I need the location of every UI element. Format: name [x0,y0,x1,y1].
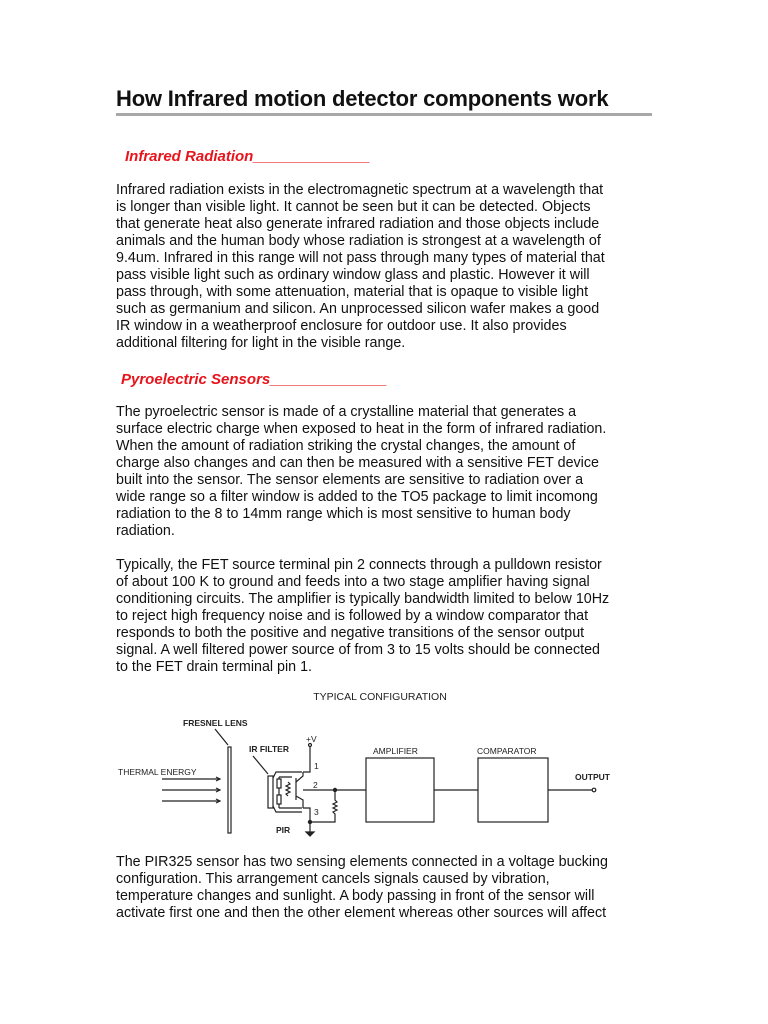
text-line: of about 100 K to ground and feeds into a two stage amplifier having signal [116,574,590,590]
heading-pyroelectric-sensors: Pyroelectric Sensors______________ [121,371,388,388]
fresnel-lens [228,747,231,833]
text-line: When the amount of radiation striking the crystal changes, the amount of [116,438,576,454]
text-line: Typically, the FET source terminal pin 2 connects through a pulldown resistor [116,557,602,573]
text-line: to reject high frequency noise and is followed by a window comparator that [116,608,589,624]
pin-2-label: 2 [313,780,318,790]
diagram-title: TYPICAL CONFIGURATION [313,691,447,703]
text-line: wide range so a filter window is added to the TO5 package to limit incomong [116,489,598,505]
text-line: pass through, with some attenuation, material that is opaque to visible light [116,284,589,300]
supply-label: +V [306,734,317,744]
pir-label: PIR [276,825,291,835]
text-line: IR window in a weatherproof enclosure for outdoor use. It also provides [116,318,567,334]
paragraph-pyroelectric-3 [116,854,608,922]
text-line: Infrared radiation exists in the electromagnetic spectrum at a wavelength that [116,182,604,198]
text-line: activate first one and then the other element whereas other sources will affect [116,905,607,921]
text-line: animals and the human body whose radiation is strongest at a wavelength of [116,233,601,249]
text-line: surface electric charge when exposed to heat in the form of infrared radiation. [116,421,607,437]
amplifier-label: AMPLIFIER [373,746,418,756]
pir-sensor [268,772,303,812]
text-line: pass visible light such as ordinary window glass and plastic. However it will [116,267,590,283]
text-line: responds to both the positive and negative transitions of the sensor output [116,625,585,641]
pin-1-label: 1 [314,761,319,771]
text-line: The PIR325 sensor has two sensing elements connected in a voltage bucking [116,854,608,870]
comparator-block [478,758,548,822]
ir-filter-label: IR FILTER [249,744,289,754]
output-label: OUTPUT [575,772,610,782]
text-line: radiation. [116,523,175,539]
pin-3-label: 3 [314,807,319,817]
ground-icon [306,832,314,836]
text-line: temperature changes and sunlight. A body passing in front of the sensor will [116,888,595,904]
text-line: The pyroelectric sensor is made of a crystalline material that generates a [116,404,577,420]
text-line: conditioning circuits. The amplifier is typically bandwidth limited to below 10Hz [116,591,610,607]
fresnel-lens-label: FRESNEL LENS [183,718,248,728]
text-line: signal. A well filtered power source of from 3 to 15 volts should be connected [116,642,600,658]
text-line: that generate heat also generate infrared radiation and those objects include [116,216,600,232]
text-line: charge also changes and can then be measured with a sensitive FET device [116,455,599,471]
text-line: to the FET drain terminal pin 1. [116,659,313,675]
thermal-arrows [162,777,220,803]
text-line: such as germanium and silicon. An unprocessed silicon wafer makes a good [116,301,600,317]
text-line: configuration. This arrangement cancels signals caused by vibration, [116,871,550,887]
comparator-label: COMPARATOR [477,746,537,756]
text-line: is longer than visible light. It cannot be seen but it can be detected. Objects [116,199,591,215]
text-line: built into the sensor. The sensor elements are sensitive to radiation over a [116,472,584,488]
page-title: How Infrared motion detector components work [116,86,609,111]
pulldown-resistor [310,790,337,822]
heading-infrared-radiation: Infrared Radiation______________ [125,148,371,165]
amplifier-block [366,758,434,822]
text-line: additional filtering for light in the visible range. [116,335,406,351]
thermal-energy-label: THERMAL ENERGY [118,767,197,777]
text-line: radiation to the 8 to 14mm range which is most sensitive to human body [116,506,571,522]
text-line: 9.4um. Infrared in this range will not pass through many types of material that [116,250,605,266]
